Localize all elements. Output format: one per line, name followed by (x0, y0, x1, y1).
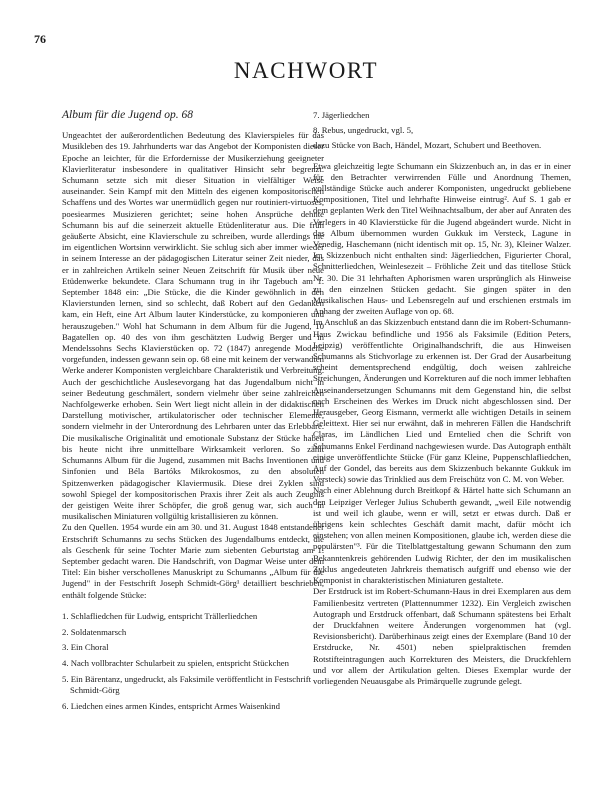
right-column (313, 110, 571, 687)
page-number: 76 (34, 32, 46, 46)
list-item: 1. Schlafliedchen für Ludwig, entspricht Trällerliedchen (62, 610, 258, 621)
paragraph-first-edition: Der Erstdruck ist im Robert-Schumann-Haus in drei Exemplaren aus dem Familienbesitz vertreten (Plattennummer 1232). Ein Vergleich zwischen Autograph und Erstdruck offenbart, daß Schumann spätestens bei Erhalt der Druckfahnen weitere Änderungen vorgenommen hat (vgl. Revisionsbericht). Darüberhinaus zeigt eines der Exemplare (Band 10 der Erstdrucke, Nr. 4501) neben spielpraktischen fremden Rotstifteintragungen auch Korrekturen des Meisters, die Druckfehlern und vor allem der Artikulation gelten. Dieses Exemplar wurde der vorliegenden Neuausgabe als Primärquelle zugrunde gelegt. (313, 586, 571, 686)
paragraph-additions: dazu Stücke von Bach, Händel, Mozart, Schubert und Beethoven. (313, 140, 542, 151)
paragraph-intro: Ungeachtet der außerordentlichen Bedeutung des Klavierspieles für das Musikleben des 19. Jahrhunderts war das Angebot der Komponisten dieser Epoche an leichter, für die Erfordernisse der Musikerziehung geeigneter Klavierliteratur insbesondere in qualitativer Hinsicht sehr begrenzt. Schumann setzte sich mit dieser Situation in vielfältiger Weise auseinander. Sein Kampf mit den Mitteln des eigenen kompositorischen Schaffens und des Wortes war unermüdlich gegen nur routiniert-virtuoses, poesiearmes Musizieren gerichtet; seine hohen Ansprüche dehnte Schumann bis auf die seinerzeit aktuelle Etüdenliteratur aus. Die früh geäußerte Absicht, eine Klavierschule zu schreiben, wurde allerdings nie im eigentlichen Wortsinn verwirklicht. Sie schlug sich aber immer wieder in seinem Interesse an der pädagogischen Literatur seiner Zeit nieder, das er in zahlreichen Artikeln seiner Neuen Zeitschrift für Musik über neue Etüdenwerke bekundete. Clara Schumann trug in ihr Tagebuch am 1. September 1848 ein: „Die Stücke, die die Kinder gewöhnlich in den Klavierstunden lernen, sind so schlecht, daß Robert auf den Gedanken kam, ein Heft, eine Art Album lauter Kinderstücke, zu komponieren und herauszugeben." Wohl hat Schumann in dem Album für die Jugend, 10 Bagatellen op. 40 des von ihm geschätzten Ludwig Berger und in Mendelssohns Sechs Klavierstücken op. 72 (1847) anregende Modelle vorgefunden, indessen gewann sein op. 68 eine mit keinem der verwandten Werke anderer Komponisten vergleichbare Charakteristik und Verbreitung. Auch der geschichtliche Auslesevorgang hat das Jugendalbum nicht in seiner Bedeutung geschmälert, sondern vielmehr über seine zahlreichen Nachfolgewerke erhoben. Sein Wert liegt nicht allein in der didaktischen Darstellung motivischer, artikulatorischer oder technischer Elemente, sondern vielmehr in der Unterordnung des Lehrbaren unter das Erlebbare. Die musikalische Originalität und emotionale Substanz der Stücke haben bis heute nicht ihre unmittelbare Wirksamkeit verloren. So zählt Schumanns Album für die Jugend, zusammen mit Bachs Inventionen und Sinfonien und Béla Bartóks Mikrokosmos, zu den absoluten Spitzenwerken pädagogischer Klaviermusik. Diese drei Zyklen sind sowohl Spiegel der kompositorischen Praxis ihrer Zeit als auch Zeugnis der geistigen Weite ihrer Schöpfer, die groß genug war, sich auch in musikalischen Miniaturen vollgültig kristallisieren zu können. (62, 130, 324, 522)
list-item: 4. Nach vollbrachter Schularbeit zu spielen, entspricht Stückchen (62, 658, 290, 669)
paragraph-autograph: Im Anschluß an das Skizzenbuch entstand dann die im Robert-Schumann-Haus Zwickau befindliche und 1956 als Faksimile (Edition Peters, Leipzig) veröffentlichte Originalhandschrift, die aus Hinweisen Schumanns als Stichvorlage zu erkennen ist. Der Grad der Ausarbeitung scheint dementsprechend endgültig, doch weisen zahlreiche Streichungen, Änderungen und Korrekturen auf die noch immer lebhaften Auseinandersetzungen Schumanns mit dem Gegenstand hin, die selbst nach Erscheinen des Werkes im Druck nicht abgeschlossen sind. Der Herausgeber, Georg Eismann, vermerkt alle wichtigen Details in seinem Geleittext. Hier sei nur erwähnt, daß in mehreren Fällen die Handschrift Claras, im Ländlichen Lied und Erntelied chen die Schrift von Schumanns Enkel Ferdinand nachgewiesen wurde. Das Autograph enthält einige unveröffentlichte Stücke (Für ganz Kleine, Puppenschlafliedchen, Auf der Gondel, das bereits aus dem Skizzenbuch bekannte Gukkuk im Versteck) sowie das Trinklied aus dem Freischütz von C. M. von Weber. (313, 317, 571, 485)
manuscript-list-continued (313, 110, 571, 136)
section-heading: Album für die Jugend op. 68 (62, 109, 193, 121)
list-item: 8. Rebus, ungedruckt, vgl. 5, (313, 125, 414, 136)
paragraph-sketchbook: Etwa gleichzeitig legte Schumann ein Skizzenbuch an, in das er in einer für den Betrachter verwirrenden Fülle und Anordnung Themen, vollständige Stücke auch anderer Komponisten, ungedruckt gebliebene Kompositionen, Titel und lehrhafte Hinweise eintrug². Auf S. 1 gab er dem geplanten Werk den Titel Weihnachtsalbum, der aber auf Anraten des Verlegers in 40 Klavierstücke für die Jugend abgeändert wurde. Nicht in das Album übernommen wurden Gukkuk im Versteck, Lagune in Venedig, Haschemann (nicht identisch mit op. 15, Nr. 3), Kleiner Walzer. Im Skizzenbuch nicht enthalten sind: Jägerliedchen, Figurierter Choral, Schnitterliedchen, Weinlesezeit – Fröhliche Zeit und das titellose Stück Nr. 30. Die 31 lehrhaften Aphorismen waren ursprünglich als Hinweise zu den einzelnen Stücken gedacht. Sie gingen später in den Musikalischen Haus- und Lebensregeln auf und erschienen erstmals im Anhang der zweiten Auflage von op. 68. (313, 160, 571, 317)
list-item: 3. Ein Choral (62, 642, 109, 653)
list-item: 5. Ein Bärentanz, ungedruckt, als Faksimile veröffentlicht in Festschrift Schmidt-Görg (62, 673, 312, 695)
list-item: 2. Soldatenmarsch (62, 626, 127, 637)
paragraph-sources: Zu den Quellen. 1954 wurde ein am 30. und 31. August 1848 entstandener Erstschrift Schumanns zu sechs Stücken des Jugendalbums entdeckt, die als Geschenk für seine Tochter Marie zum siebenten Geburtstag am 1. September gedacht waren. Die Handschrift, von Dagmar Weise unter dem Titel: Ein bisher verschollenes Manuskript zu Schumanns „Album für die Jugend" in der Festschrift Joseph Schmidt-Görg¹ detailliert beschrieben, enthält folgende Stücke: (62, 522, 324, 600)
list-item: 7. Jägerliedchen (313, 110, 370, 120)
list-item: 6. Liedchen eines armen Kindes, entspricht Armes Waisenkind (62, 700, 280, 711)
left-column (62, 110, 324, 717)
page-title: NACHWORT (233, 58, 379, 83)
paragraph-publisher: Nach einer Ablehnung durch Breitkopf & Härtel hatte sich Schumann an den Leipziger Verleger Julius Schuberth gewandt, „weil Eile notwendig ist und weil ich glaube, wenn er will, setzt er etwas durch. Daß er übrigens kein schlechtes Geschäft damit macht, dafür möcht ich einstehen; von allen meinen Kompositionen, glaube ich, werden diese die populärsten"³. Für die Titelblattgestaltung gewann Schumann den zum Bekanntenkreis gehörenden Ludwig Richter, der den im musikalischen Zyklus angedeuteten Jahrkreis thematisch aufgriff und ebenso wie der Komponist in charakteristischen Miniaturen gestaltete. (313, 485, 571, 586)
manuscript-list (62, 611, 324, 712)
